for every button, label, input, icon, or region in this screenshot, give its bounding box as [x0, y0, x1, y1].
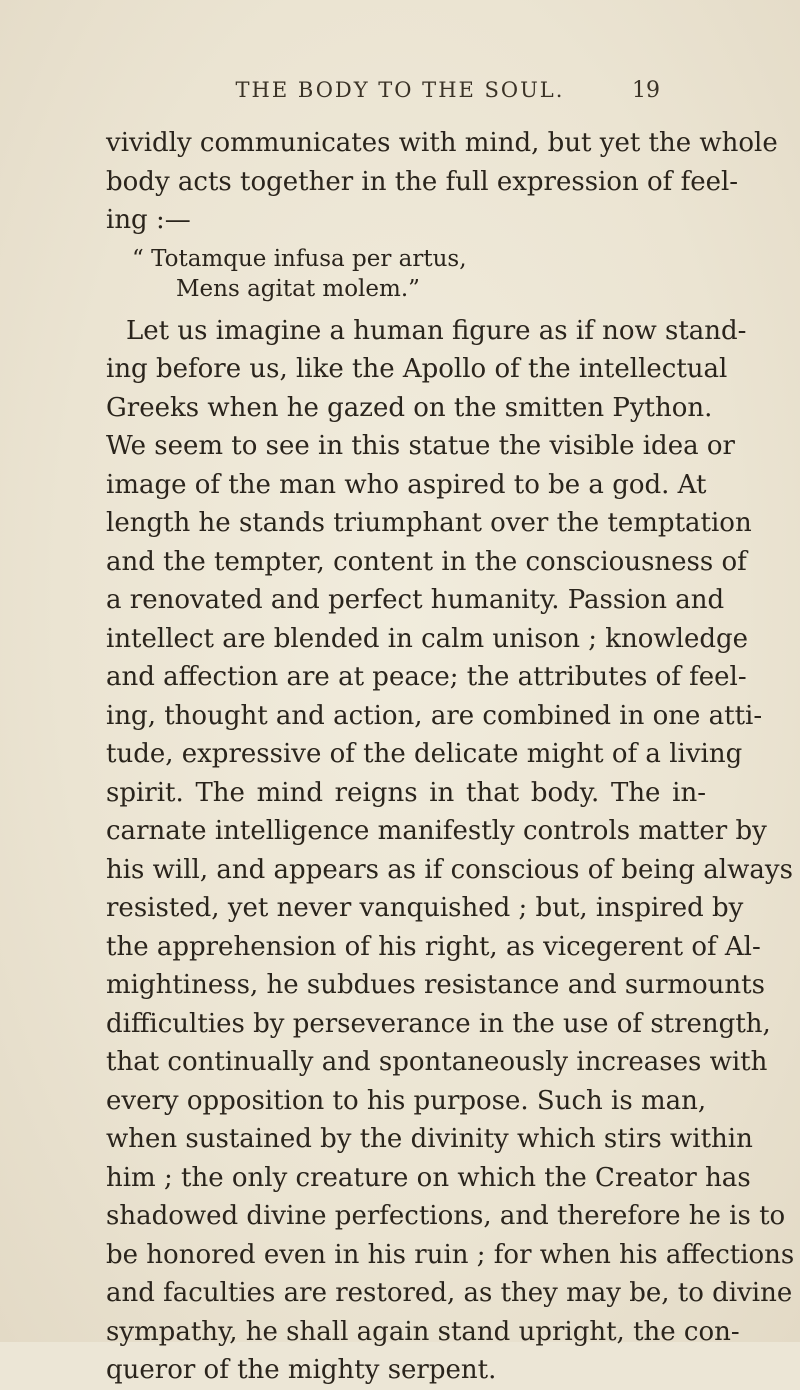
text-line: body acts together in the full expression of feel- — [106, 166, 739, 197]
latin-quote-line: Mens agitat molem.” — [176, 275, 420, 302]
text-line: queror of the mighty serpent. — [106, 1355, 497, 1385]
text-line: Let us imagine a human figure as if now stand- — [126, 315, 747, 346]
text-line: shadowed divine perfections, and therefore he is to — [106, 1201, 786, 1231]
text-line: ing :— — [106, 205, 191, 235]
text-line: intellect are blended in calm unison ; knowledge — [106, 623, 749, 654]
text-line: and affection are at peace; the attributes of feel- — [106, 662, 747, 692]
text-line: resisted, yet never vanquished ; but, inspired by — [106, 893, 744, 923]
text-line: every opposition to his purpose. Such is man, — [106, 1085, 707, 1116]
text-line: carnate intelligence manifestly controls matter by — [106, 816, 767, 846]
text-line: his will, and appears as if conscious of being always — [106, 854, 793, 885]
text-line: mightiness, he subdues resistance and surmounts — [106, 970, 765, 1000]
text-line: him ; the only creature on which the Creator has — [106, 1162, 751, 1193]
text-line: sympathy, he shall again stand upright, the con- — [106, 1316, 740, 1347]
latin-quote-line: “ Totamque infusa per artus, — [132, 245, 467, 272]
text-line: spirit. The mind reigns in that body. The in- — [106, 777, 706, 808]
text-line: when sustained by the divinity which stirs within — [106, 1124, 753, 1154]
body-text — [106, 124, 795, 1390]
text-line: be honored even in his ruin ; for when his affections — [106, 1239, 795, 1270]
text-line: tude, expressive of the delicate might of a living — [106, 739, 743, 769]
text-line: ing, thought and action, are combined in one atti- — [106, 700, 763, 731]
text-line: difficulties by perseverance in the use of strength, — [106, 1008, 771, 1039]
text-line: ing before us, like the Apollo of the intellectual — [106, 354, 728, 384]
text-line: that continually and spontaneously increases with — [106, 1047, 768, 1077]
text-line: Greeks when he gazed on the smitten Python. — [106, 392, 713, 423]
running-head — [0, 78, 800, 108]
text-line: length he stands triumphant over the temptation — [106, 508, 752, 538]
text-line: vividly communicates with mind, but yet the whole — [106, 128, 778, 158]
page-number: 19 — [632, 78, 660, 103]
text-line: and the tempter, content in the consciousness of — [106, 546, 747, 577]
text-line: and faculties are restored, as they may be, to divine — [106, 1278, 793, 1308]
text-line: image of the man who aspired to be a god. At — [106, 469, 707, 500]
text-line: the apprehension of his right, as vicegerent of Al- — [106, 931, 761, 962]
running-title: THE BODY TO THE SOUL. — [235, 78, 565, 102]
text-line: a renovated and perfect humanity. Passion and — [106, 585, 725, 615]
text-line: We seem to see in this statue the visible idea or — [106, 431, 735, 461]
